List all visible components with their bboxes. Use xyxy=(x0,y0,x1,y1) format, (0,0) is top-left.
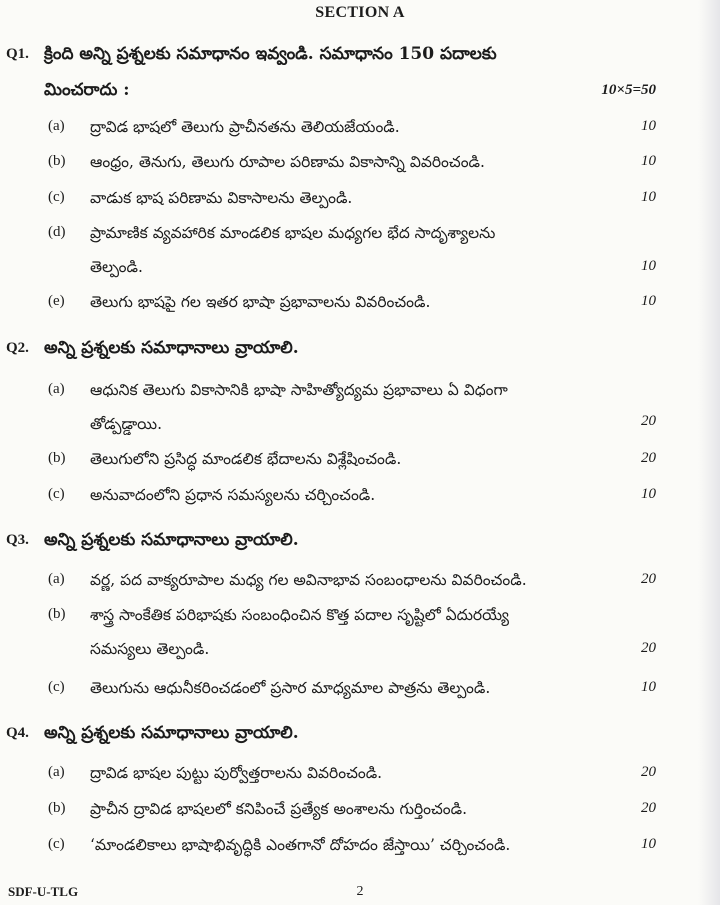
sub-text-line: తెల్పండి. xyxy=(90,258,143,276)
sub-text: ఆంధ్రం, తెనుగు, తెలుగు రూపాల పరిణామ వికాసాన్ని వివరించండి. xyxy=(90,153,485,171)
sub-marks: 10 xyxy=(641,153,656,169)
sub-label: (c) xyxy=(48,189,65,205)
question-instruction: అన్ని ప్రశ్నలకు సమాధానాలు వ్రాయాలి. xyxy=(44,530,299,550)
question-instruction xyxy=(44,36,658,108)
sub-label: (d) xyxy=(48,224,66,240)
question-instruction: అన్ని ప్రశ్నలకు సమాధానాలు వ్రాయాలి. xyxy=(44,338,299,358)
sub-text: ‘మాండలికాలు భాషాభివృద్ధికి ఎంతగానో దోహదం జేస్తాయి’ చర్చించండి. xyxy=(90,836,511,854)
sub-marks: 10 xyxy=(641,836,656,852)
question-number: Q4. xyxy=(6,725,29,741)
sub-marks: 20 xyxy=(641,640,656,656)
sub-text: తెలుగును ఆధునీకరించడంలో ప్రసార మాధ్యమాల పాత్రను తెల్పండి. xyxy=(90,679,491,697)
sub-label: (a) xyxy=(48,764,65,780)
question-number: Q2. xyxy=(6,340,29,356)
sub-text: ద్రావిడ భాషల పుట్టు పుర్వోత్తరాలను వివరించండి. xyxy=(90,764,383,782)
sub-marks: 20 xyxy=(641,800,656,816)
sub-marks: 10 xyxy=(641,258,656,274)
sub-text-line: శాస్త్ర సాంకేతిక పరిభాషకు సంబంధించిన కొత్త పదాల సృష్టిలో ఏదురయ్యే xyxy=(90,606,509,624)
sub-label: (b) xyxy=(48,450,66,466)
sub-marks: 20 xyxy=(641,450,656,466)
sub-text: ప్రాచీన ద్రావిడ భాషలలో కనిపించే ప్రత్యేక అంశాలను గుర్తించండి. xyxy=(90,800,468,818)
sub-marks: 10 xyxy=(641,189,656,205)
sub-text: తెలుగు భాషపై గల ఇతర భాషా ప్రభావాలను వివరించండి. xyxy=(90,293,431,311)
sub-label: (c) xyxy=(48,679,65,695)
sub-marks: 10 xyxy=(641,118,656,134)
question-instruction: అన్ని ప్రశ్నలకు సమాధానాలు వ్రాయాలి. xyxy=(44,723,299,743)
paper-code: SDF-U-TLG xyxy=(8,884,79,899)
question-number: Q3. xyxy=(6,532,29,548)
sub-label: (a) xyxy=(48,381,65,397)
sub-text: అనువాదంలోని ప్రధాన సమస్యలను చర్చించండి. xyxy=(90,486,376,504)
instruction-line: క్రింది అన్ని ప్రశ్నలకు సమాధానం ఇవ్వండి. సమాధానం 150 పదాలకు xyxy=(44,44,497,64)
sub-text xyxy=(90,373,636,441)
scan-shadow xyxy=(698,0,720,905)
sub-label: (b) xyxy=(48,606,66,622)
sub-text: తెలుగులోని ప్రసిద్ధ మాండలిక భేదాలను విశ్లేషించండి. xyxy=(90,450,402,468)
sub-text: వర్ణ, పద వాక్యరూపాల మధ్య గల అవినాభావ సంబంధాలను వివరించండి. xyxy=(90,571,527,589)
sub-marks: 10 xyxy=(641,293,656,309)
sub-text xyxy=(90,598,636,666)
question-marks: 10×5=50 xyxy=(601,82,656,98)
sub-marks: 20 xyxy=(641,413,656,429)
sub-label: (e) xyxy=(48,293,65,309)
sub-label: (b) xyxy=(48,153,66,169)
sub-label: (c) xyxy=(48,486,65,502)
sub-text-line: ప్రామాణిక వ్యవహారిక మాండలిక భాషల మధ్యగల భేద సాదృశ్యాలను xyxy=(90,224,496,242)
sub-label: (c) xyxy=(48,836,65,852)
sub-marks: 20 xyxy=(641,764,656,780)
sub-marks: 10 xyxy=(641,486,656,502)
sub-text: వాడుక భాష పరిణామ వికాసాలను తెల్పండి. xyxy=(90,189,353,207)
page-number: 2 xyxy=(356,884,364,899)
sub-marks: 20 xyxy=(641,571,656,587)
sub-text: ద్రావిడ భాషలో తెలుగు ప్రాచీనతను తెలియజేయండి. xyxy=(90,118,400,136)
question-number: Q1. xyxy=(6,46,29,62)
sub-label: (a) xyxy=(48,118,65,134)
sub-label: (a) xyxy=(48,571,65,587)
sub-text-line: తోడ్పడ్డాయి. xyxy=(90,415,163,433)
sub-text xyxy=(90,216,636,284)
sub-marks: 10 xyxy=(641,679,656,695)
sub-text-line: సమస్యలు తెల్పండి. xyxy=(90,640,210,658)
instruction-line: మించరాదు : xyxy=(44,80,130,100)
sub-text-line: ఆధునిక తెలుగు వికాసానికి భాషా సాహిత్యోద్యమ ప్రభావాలు ఏ విధంగా xyxy=(90,381,508,399)
section-title: SECTION A xyxy=(315,4,405,21)
sub-label: (b) xyxy=(48,800,66,816)
